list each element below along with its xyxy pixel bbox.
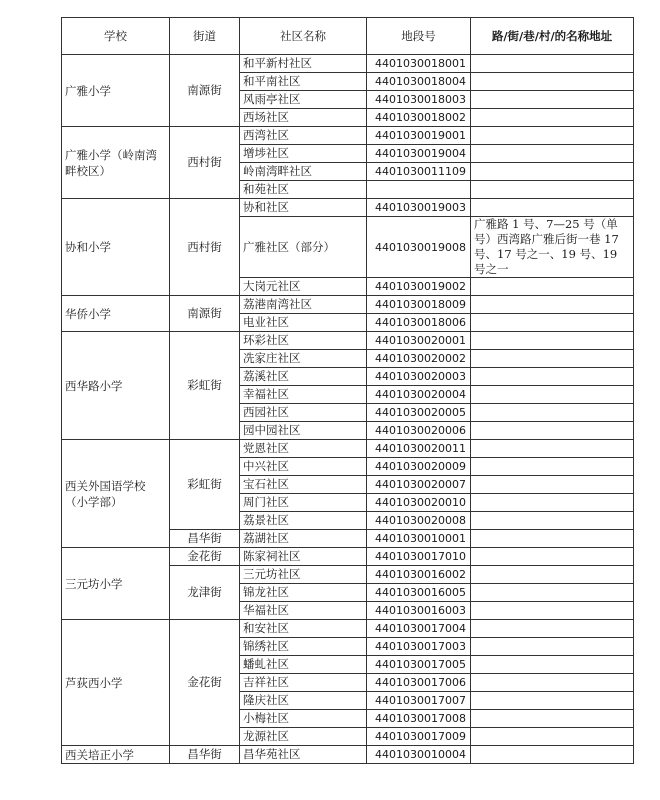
community-cell: 宝石社区: [240, 476, 367, 494]
community-cell: 荔景社区: [240, 512, 367, 530]
address-cell: [471, 458, 634, 476]
table-row: [62, 440, 634, 458]
community-cell: 西湾社区: [240, 127, 367, 145]
address-cell: [471, 548, 634, 566]
district-code-cell: 4401030020007: [367, 476, 471, 494]
address-cell: [471, 656, 634, 674]
address-cell: [471, 638, 634, 656]
community-cell: 协和社区: [240, 199, 367, 217]
community-cell: 和平南社区: [240, 73, 367, 91]
community-cell: 龙源社区: [240, 728, 367, 746]
address-cell: [471, 404, 634, 422]
community-cell: 环彩社区: [240, 332, 367, 350]
header-community: 社区名称: [240, 18, 367, 55]
school-name-cell: 西关培正小学: [62, 746, 170, 764]
district-code-cell: 4401030019004: [367, 145, 471, 163]
street-name-cell: 南源街: [170, 55, 240, 127]
district-code-cell: 4401030017007: [367, 692, 471, 710]
address-cell: [471, 55, 634, 73]
district-code-cell: 4401030011109: [367, 163, 471, 181]
street-name-cell: 金花街: [170, 620, 240, 746]
address-cell: [471, 746, 634, 764]
school-name-cell: 广雅小学: [62, 55, 170, 127]
community-cell: 周门社区: [240, 494, 367, 512]
street-name-cell: 昌华街: [170, 530, 240, 548]
school-name-cell: 华侨小学: [62, 296, 170, 332]
address-cell: [471, 602, 634, 620]
district-code-cell: 4401030020005: [367, 404, 471, 422]
address-cell: [471, 163, 634, 181]
district-code-cell: 4401030020011: [367, 440, 471, 458]
address-cell: [471, 199, 634, 217]
table-row: [62, 127, 634, 145]
community-cell: 三元坊社区: [240, 566, 367, 584]
header-school: 学校: [62, 18, 170, 55]
district-code-cell: 4401030020001: [367, 332, 471, 350]
district-code-cell: 4401030019003: [367, 199, 471, 217]
community-cell: 西场社区: [240, 109, 367, 127]
district-code-cell: 4401030020010: [367, 494, 471, 512]
district-code-cell: 4401030017010: [367, 548, 471, 566]
address-cell: [471, 350, 634, 368]
community-cell: 和苑社区: [240, 181, 367, 199]
community-cell: 大岗元社区: [240, 278, 367, 296]
table-row: [62, 746, 634, 764]
community-cell: 锦绣社区: [240, 638, 367, 656]
community-cell: 西园社区: [240, 404, 367, 422]
district-code-cell: 4401030020004: [367, 386, 471, 404]
district-code-cell: 4401030016003: [367, 602, 471, 620]
header-street: 街道: [170, 18, 240, 55]
community-cell: 岭南湾畔社区: [240, 163, 367, 181]
address-cell: [471, 512, 634, 530]
district-code-cell: 4401030016005: [367, 584, 471, 602]
district-code-cell: 4401030019002: [367, 278, 471, 296]
school-name-cell: 三元坊小学: [62, 548, 170, 620]
district-code-cell: 4401030017009: [367, 728, 471, 746]
table-body: [62, 55, 634, 764]
school-name-cell: 西华路小学: [62, 332, 170, 440]
community-cell: 冼家庄社区: [240, 350, 367, 368]
address-cell: [471, 386, 634, 404]
street-name-cell: 龙津街: [170, 566, 240, 620]
school-name-cell: 协和小学: [62, 199, 170, 296]
address-cell: [471, 314, 634, 332]
address-cell: [471, 278, 634, 296]
school-district-table: [61, 17, 634, 764]
community-cell: 增埗社区: [240, 145, 367, 163]
address-cell: [471, 566, 634, 584]
community-cell: 幸福社区: [240, 386, 367, 404]
address-cell: [471, 494, 634, 512]
address-cell: [471, 127, 634, 145]
header-address: 路/街/巷/村/的名称地址: [471, 18, 634, 55]
address-cell: [471, 728, 634, 746]
address-cell: [471, 422, 634, 440]
community-cell: 广雅社区（部分）: [240, 217, 367, 278]
address-cell: [471, 296, 634, 314]
address-cell: [471, 530, 634, 548]
district-code-cell: 4401030020002: [367, 350, 471, 368]
address-cell: [471, 440, 634, 458]
school-name-cell: 西关外国语学校（小学部）: [62, 440, 170, 548]
address-cell: [471, 332, 634, 350]
community-cell: 风雨亭社区: [240, 91, 367, 109]
table-row: [62, 620, 634, 638]
address-cell: [471, 692, 634, 710]
district-code-cell: 4401030020009: [367, 458, 471, 476]
address-cell: [471, 109, 634, 127]
district-code-cell: 4401030017004: [367, 620, 471, 638]
community-cell: 和平新村社区: [240, 55, 367, 73]
community-cell: 蟠虬社区: [240, 656, 367, 674]
district-code-cell: 4401030018009: [367, 296, 471, 314]
community-cell: 小梅社区: [240, 710, 367, 728]
address-cell: [471, 73, 634, 91]
community-cell: 电业社区: [240, 314, 367, 332]
community-cell: 园中园社区: [240, 422, 367, 440]
district-code-cell: 4401030020008: [367, 512, 471, 530]
community-cell: 昌华苑社区: [240, 746, 367, 764]
district-code-cell: 4401030010001: [367, 530, 471, 548]
address-cell: [471, 674, 634, 692]
school-name-cell: 芦荻西小学: [62, 620, 170, 746]
street-name-cell: 金花街: [170, 548, 240, 566]
district-code-cell: 4401030017006: [367, 674, 471, 692]
community-cell: 和安社区: [240, 620, 367, 638]
address-cell: [471, 145, 634, 163]
community-cell: 中兴社区: [240, 458, 367, 476]
street-name-cell: 昌华街: [170, 746, 240, 764]
district-code-cell: 4401030018006: [367, 314, 471, 332]
street-name-cell: 南源街: [170, 296, 240, 332]
table-row: [62, 548, 634, 566]
table-row: [62, 296, 634, 314]
street-name-cell: 彩虹街: [170, 332, 240, 440]
district-code-cell: 4401030018001: [367, 55, 471, 73]
community-cell: 荔港南湾社区: [240, 296, 367, 314]
street-name-cell: 彩虹街: [170, 440, 240, 530]
district-code-cell: 4401030017003: [367, 638, 471, 656]
address-cell: [471, 368, 634, 386]
district-code-cell: 4401030017005: [367, 656, 471, 674]
header-code: 地段号: [367, 18, 471, 55]
district-code-cell: 4401030020006: [367, 422, 471, 440]
address-cell: [471, 584, 634, 602]
district-code-cell: [367, 181, 471, 199]
school-name-cell: 广雅小学（岭南湾畔校区）: [62, 127, 170, 199]
table-row: [62, 199, 634, 217]
district-code-cell: 4401030010004: [367, 746, 471, 764]
header-row: [62, 18, 634, 55]
community-cell: 隆庆社区: [240, 692, 367, 710]
community-cell: 荔湖社区: [240, 530, 367, 548]
table-row: [62, 332, 634, 350]
address-cell: [471, 91, 634, 109]
address-cell: [471, 710, 634, 728]
street-name-cell: 西村街: [170, 199, 240, 296]
community-cell: 华福社区: [240, 602, 367, 620]
community-cell: 吉祥社区: [240, 674, 367, 692]
district-code-cell: 4401030019001: [367, 127, 471, 145]
community-cell: 党恩社区: [240, 440, 367, 458]
table-row: [62, 55, 634, 73]
district-code-cell: 4401030020003: [367, 368, 471, 386]
community-cell: 陈家祠社区: [240, 548, 367, 566]
community-cell: 锦龙社区: [240, 584, 367, 602]
street-name-cell: 西村街: [170, 127, 240, 199]
district-code-cell: 4401030018002: [367, 109, 471, 127]
address-cell: [471, 620, 634, 638]
address-cell: 广雅路 1 号、7—25 号（单号）西湾路广雅后街一巷 17 号、17 号之一、19 号、19 号之一: [471, 217, 634, 278]
community-cell: 荔溪社区: [240, 368, 367, 386]
district-code-cell: 4401030017008: [367, 710, 471, 728]
district-code-cell: 4401030016002: [367, 566, 471, 584]
district-code-cell: 4401030019008: [367, 217, 471, 278]
district-code-cell: 4401030018003: [367, 91, 471, 109]
address-cell: [471, 181, 634, 199]
address-cell: [471, 476, 634, 494]
district-code-cell: 4401030018004: [367, 73, 471, 91]
